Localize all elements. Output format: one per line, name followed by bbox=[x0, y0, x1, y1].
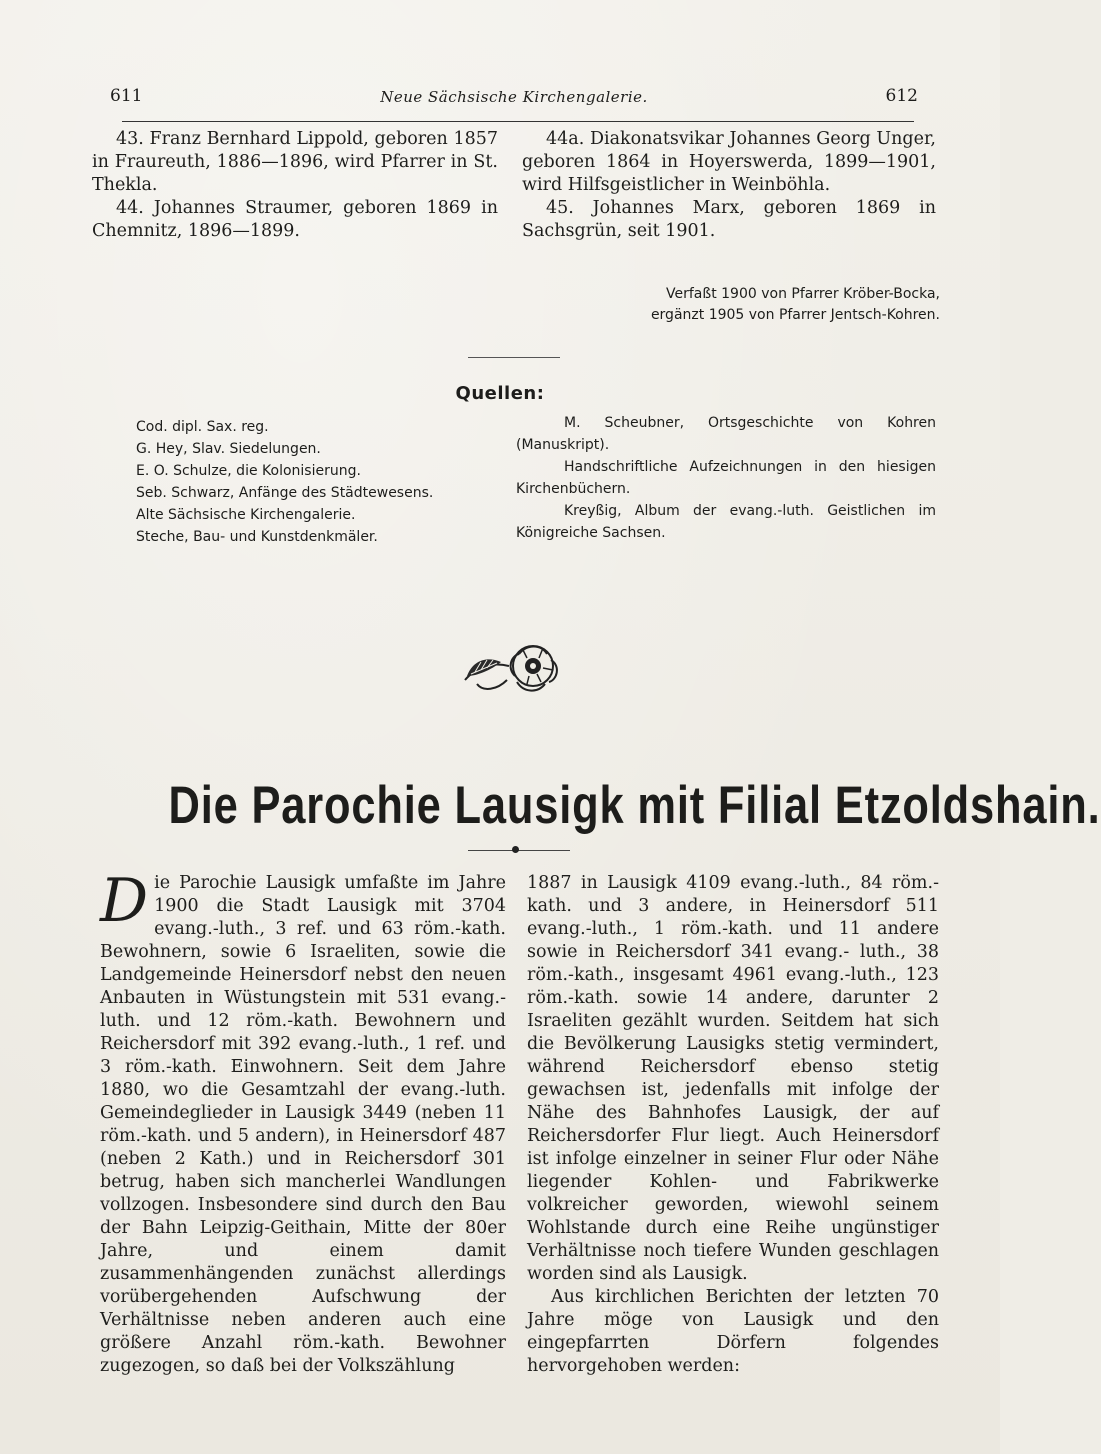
source-item: E. O. Schulze, die Kolonisierung. bbox=[136, 463, 361, 479]
page-number-right: 612 bbox=[885, 86, 918, 106]
sources-left-list bbox=[136, 416, 433, 548]
attribution-line-1: Verfaßt 1900 von Pfarrer Kröber-Bocka, bbox=[666, 286, 940, 302]
page-number-left: 611 bbox=[110, 86, 143, 106]
page-header bbox=[110, 86, 918, 112]
entry-43: 43. Franz Bernhard Lippold, geboren 1857 in Fraureuth, 1886—1896, wird Pfarrer in St. Thekla. bbox=[92, 129, 498, 195]
source-item: Alte Sächsische Kirchengalerie. bbox=[136, 507, 356, 523]
source-item: M. Scheubner, Ortsgeschichte von Kohren (Manuskript). bbox=[516, 415, 936, 453]
entry-45: 45. Johannes Marx, geboren 1869 in Sachsgrün, seit 1901. bbox=[522, 198, 936, 241]
source-item: Steche, Bau- und Kunstdenkmäler. bbox=[136, 529, 378, 545]
entry-44: 44. Johannes Straumer, geboren 1869 in Chemnitz, 1896—1899. bbox=[92, 198, 498, 241]
body-paragraph-3: Aus kirchlichen Berichten der letzten 70 Jahre möge von Lausigk und den eingepfarrten Dörfern folgendes hervorgehoben werden: bbox=[527, 1287, 939, 1376]
source-item: Handschriftliche Aufzeichnungen in den hiesigen Kirchenbüchern. bbox=[516, 459, 936, 497]
entry-44a: 44a. Diakonatsvikar Johannes Georg Unger, geboren 1864 in Hoyerswerda, 1899—1901, wird Hilfsgeistlicher in Weinböhla. bbox=[522, 129, 936, 195]
title-rule-dot bbox=[512, 846, 519, 853]
source-item: G. Hey, Slav. Siedelungen. bbox=[136, 441, 321, 457]
section-divider bbox=[468, 357, 560, 358]
attribution bbox=[580, 284, 940, 326]
body-left-column bbox=[100, 866, 506, 1378]
running-title: Neue Sächsische Kirchengalerie. bbox=[380, 88, 648, 106]
drop-cap: D bbox=[100, 866, 149, 936]
body-paragraph-2: 1887 in Lausigk 4109 evang.-luth., 84 röm.-kath. und 3 andere, in Heinersdorf 511 evang.-luth., 1 röm.-kath. und 11 andere sowie in Reichersdorf 341 evang.- luth., 38 röm.-kath., insgesamt 4961 evang.-luth., 123 röm.-kath. sowie 14 andere, darunter 2 Israeliten gezählt wurden. Seitdem hat sich die Bevölkerung Lausigks stetig vermindert, während Reichersdorf ebenso stetig gewachsen ist, jedenfalls mit infolge der Nähe des Bahnhofes Lausigk, der auf Reichersdorfer Flur liegt. Auch Heinersdorf ist infolge einzelner in seiner Flur oder Nähe liegender Kohlen- und Fabrikwerke volkreicher geworden, wiewohl seinem Wohlstande durch eine Reihe ungünstiger Verhältnisse noch tiefere Wunden geschlagen worden sind als Lausigk. bbox=[527, 873, 939, 1284]
source-item: Cod. dipl. Sax. reg. bbox=[136, 419, 269, 435]
chapter-title: Die Parochie Lausigk mit Filial Etzoldshain. bbox=[168, 776, 1101, 835]
header-rule bbox=[122, 121, 914, 122]
body-right-column bbox=[527, 872, 939, 1378]
attribution-line-2: ergänzt 1905 von Pfarrer Jentsch-Kohren. bbox=[650, 307, 940, 323]
title-rule bbox=[468, 850, 570, 851]
source-item: Seb. Schwarz, Anfänge des Städtewesens. bbox=[136, 485, 434, 501]
body-paragraph-1 bbox=[100, 866, 506, 1378]
top-right-column bbox=[522, 128, 936, 243]
sources-heading: Quellen: bbox=[455, 383, 545, 404]
source-item: Kreyßig, Album der evang.-luth. Geistlichen im Königreiche Sachsen. bbox=[516, 503, 936, 541]
flower-ornament-icon bbox=[457, 636, 567, 696]
body-left-text: ie Parochie Lausigk umfaßte im Jahre 1900 die Stadt Lausigk mit 3704 evang.-luth., 3 ref. und 63 röm.-kath. Bewohnern, sowie 6 Israeliten, sowie die Landgemeinde Heinersdorf nebst den neuen Anbauten in Wüstungstein mit 531 evang.-luth. und 12 röm.-kath. Bewohnern und Reichersdorf mit 392 evang.-luth., 1 ref. und 3 röm.-kath. Einwohnern. Seit dem Jahre 1880, wo die Gesamtzahl der evang.-luth. Gemeindeglieder in Lausigk 3449 (neben 11 röm.-kath. und 5 andern), in Heinersdorf 487 (neben 2 Kath.) und in Reichersdorf 301 betrug, haben sich mancherlei Wandlungen vollzogen. Insbesondere sind durch den Bau der Bahn Leipzig-Geithain, Mitte der 80er Jahre, und einem damit zusammenhängenden zunächst allerdings vorübergehenden Aufschwung der Verhältnisse neben anderen auch eine größere Anzahl röm.-kath. Bewohner zugezogen, so daß bei der Volkszählung bbox=[100, 873, 506, 1376]
sources-right-list bbox=[516, 412, 936, 544]
top-left-column bbox=[92, 128, 498, 243]
